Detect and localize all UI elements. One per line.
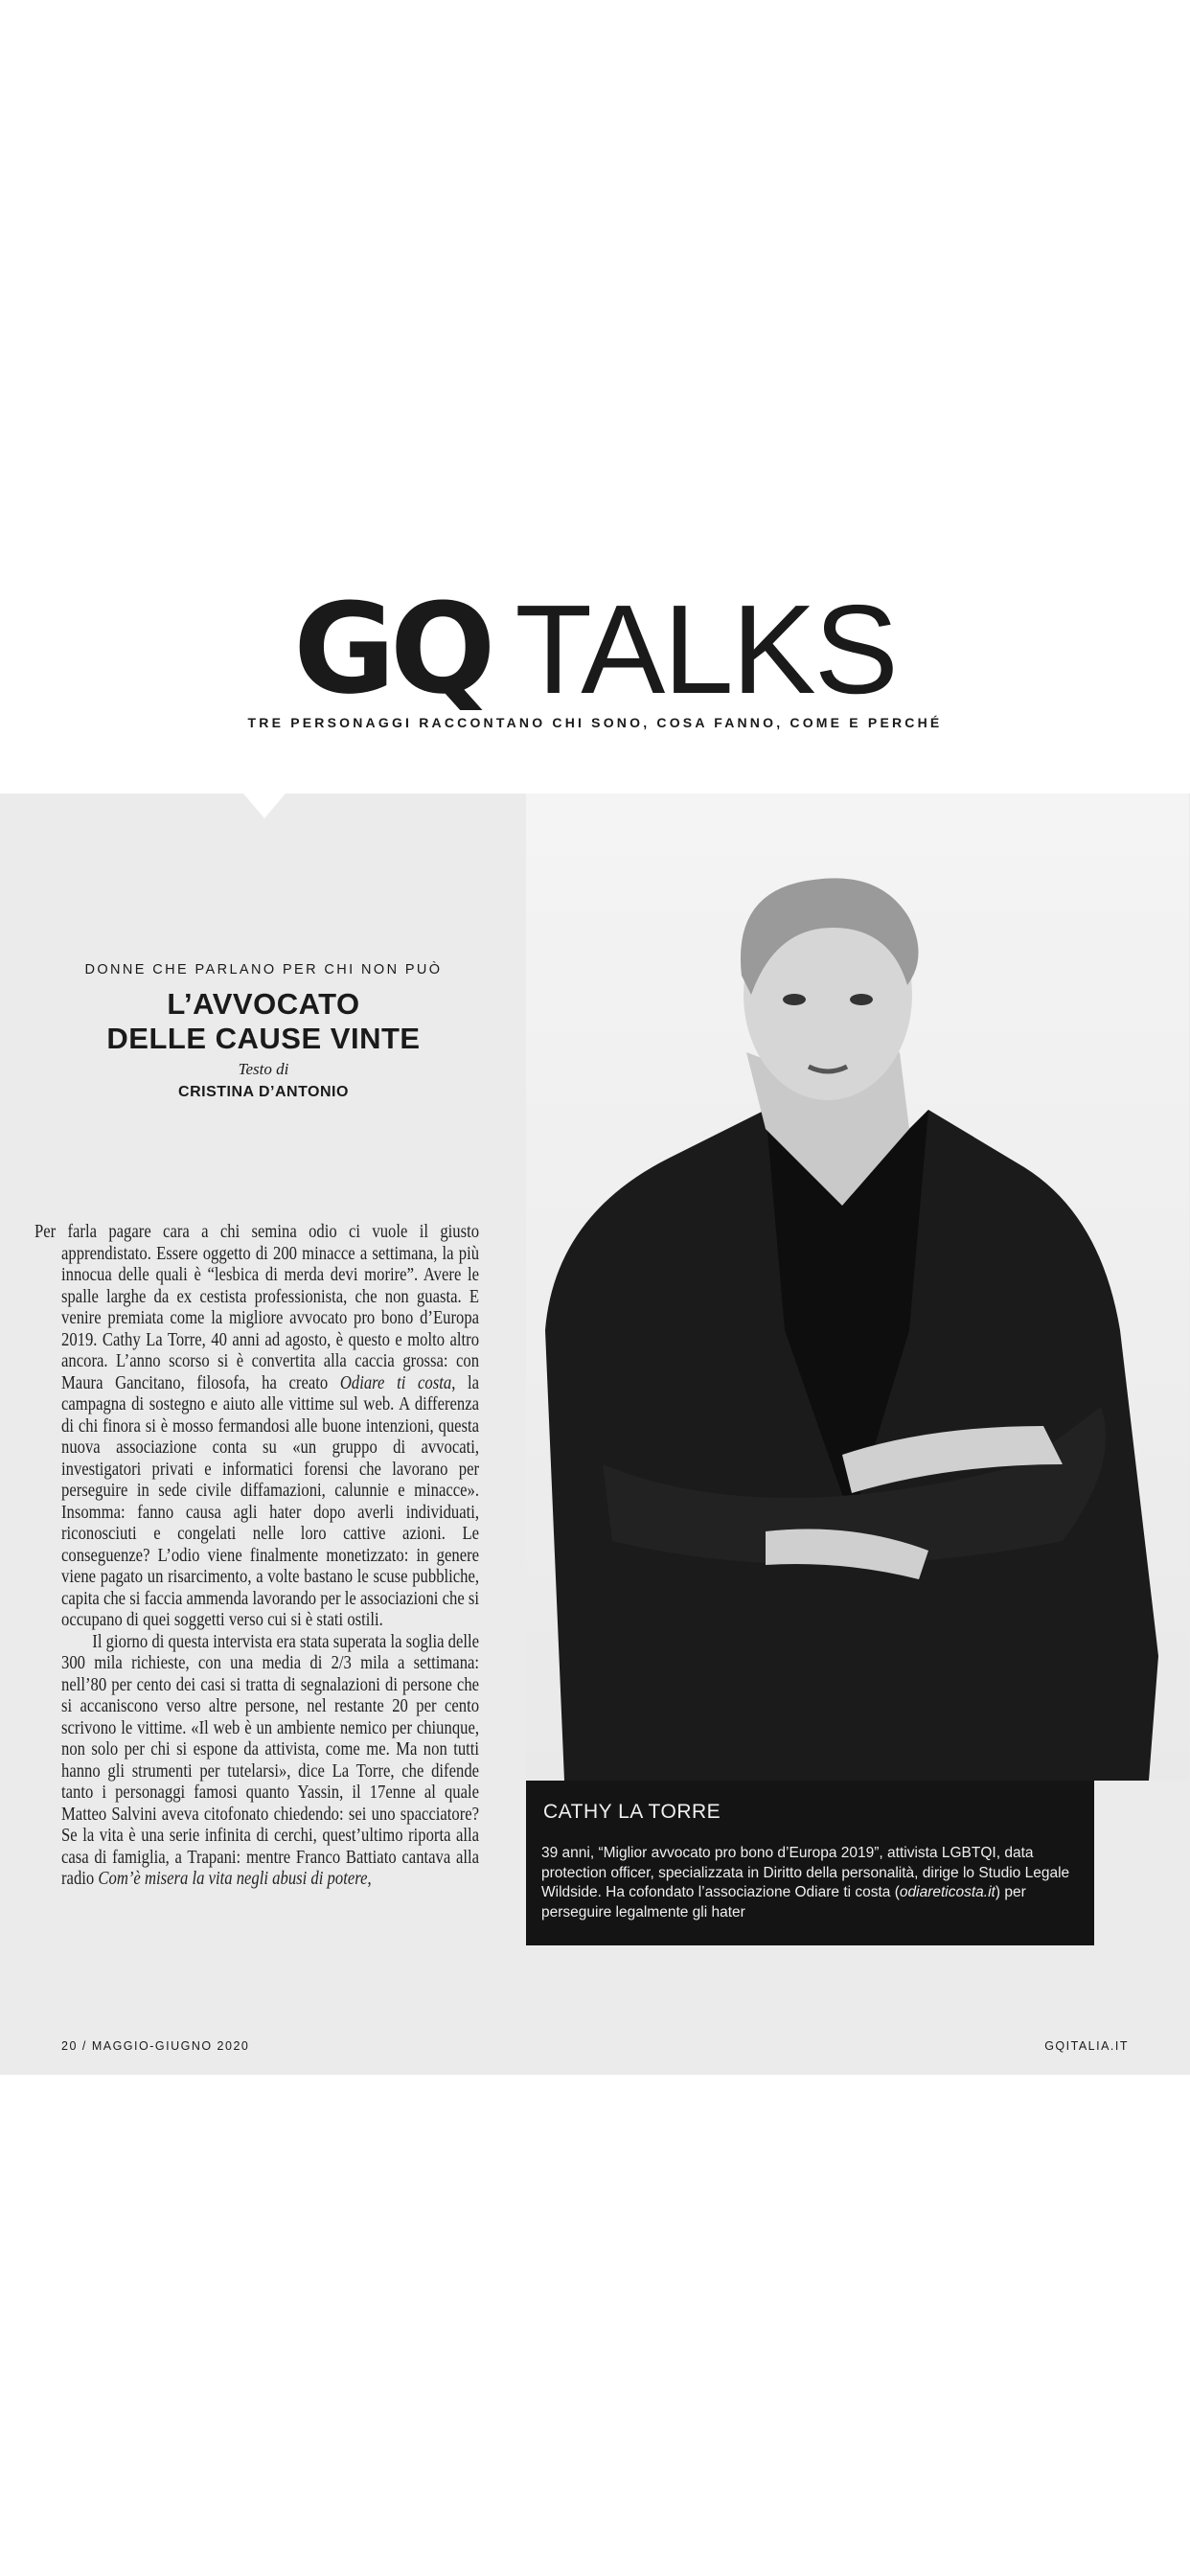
photo-caption bbox=[526, 1781, 1094, 1945]
page-number: 20 / MAGGIO-GIUGNO 2020 bbox=[61, 2039, 250, 2053]
notch-marker bbox=[243, 794, 286, 818]
site-url[interactable]: GQITALIA.IT bbox=[1044, 2039, 1129, 2053]
italic-text: Com’è misera la vita negli abusi di potere bbox=[98, 1869, 368, 1889]
text: 39 anni, “Miglior avvocato pro bono d’Europa 2019”, attivista LGBTQI, data protection officer, specializzata in Diritto della personalità, dirige lo Studio Legale Wildside. Ha cofondato l’associazione Odiare ti costa ( bbox=[541, 1845, 1070, 1900]
section-tagline: TRE PERSONAGGI RACCONTANO CHI SONO, COSA FANNO, COME E PERCHÉ bbox=[247, 715, 943, 730]
byline-label: Testo di bbox=[238, 1060, 289, 1078]
italic-text: Odiare ti costa bbox=[339, 1372, 452, 1393]
gq-talks-logo bbox=[0, 576, 1190, 722]
article-title bbox=[0, 987, 527, 1056]
portrait-photo bbox=[526, 794, 1189, 1781]
article-kicker: DONNE CHE PARLANO PER CHI NON PUÒ bbox=[84, 962, 443, 978]
title-line-2: DELLE CAUSE VINTE bbox=[106, 1022, 421, 1055]
text: Per farla pagare cara a chi semina odio ci vuole il giusto apprendistato. Essere oggetto di 200 minacce a settimana, la più innocua delle quali è “lesbica di merda devi morire”. Avere le spalle larghe da ex cestista professionista, che non guasta. E venire premiata come la migliore avvocato pro bono d’Europa 2019. Cathy La Torre, 40 anni ad agosto, è questo e molto altro ancora. L’anno scorso si è convertita alla caccia grossa: con Maura Gancitano, filosofa, ha creato bbox=[34, 1222, 480, 1393]
portrait-illustration bbox=[526, 794, 1189, 1781]
website-link[interactable]: odiareticosta.it bbox=[899, 1884, 995, 1900]
text: , bbox=[367, 1869, 372, 1889]
talks-wordmark: TALKS bbox=[515, 579, 897, 720]
caption-name: CATHY LA TORRE bbox=[543, 1801, 721, 1823]
text: , la campagna di sostegno e aiuto alle vittime sul web. A differenza di chi finora si è mosso fermandosi alle buone intenzioni, questa nuova associazione conta su «un gruppo di avvocati, investigatori privati e informatici forensi che lavorano per perseguire in sede civile diffamazioni, calunnie e minacce». Insomma: fanno causa agli hater dopo averli individuati, riconosciuti e congelati nelle loro cattive azioni. Le conseguenze? L’odio viene finalmente monetizzato: in genere viene pagato un risarcimento, a volte bastano le scuse pubbliche, capita che si faccia ammenda lavorando per le associazioni che si occupano di quei soggetti verso cui si è stati ostili. bbox=[61, 1372, 480, 1630]
text: Il giorno di questa intervista era stata superata la soglia delle 300 mila richieste, con una media di 2/3 mila a settimana: nell’80 per cento dei casi si tratta di segnalazioni di persone che si accaniscono verso altre persone, nel restante 20 per cento scrivono le vittime. «Il web è un ambiente nemico per chiunque, non solo per chi si espone da attivista, come me. Ma non tutti hanno gli strumenti per tutelarsi», dice La Torre, che difende tanto i personaggi famosi quanto Yassin, il 17enne al quale Matteo Salvini aveva citofonato chiedendo: sei uno spacciatore? Se la vita è una serie infinita di cerchi, quest’ultimo riporta alla casa di famiglia, a Trapani: mentre Franco Battiato cantava alla radio bbox=[61, 1631, 480, 1889]
gq-logo: GQ bbox=[293, 576, 491, 722]
article-body bbox=[34, 1222, 480, 1891]
text: ) per perseguire legalmente gli hater bbox=[541, 1884, 1026, 1920]
paragraph-1 bbox=[34, 1222, 480, 1632]
paragraph-2 bbox=[61, 1632, 479, 1891]
caption-description bbox=[541, 1844, 1078, 1922]
author-name: CRISTINA D’ANTONIO bbox=[178, 1084, 349, 1100]
title-line-1: L’AVVOCATO bbox=[167, 987, 360, 1021]
